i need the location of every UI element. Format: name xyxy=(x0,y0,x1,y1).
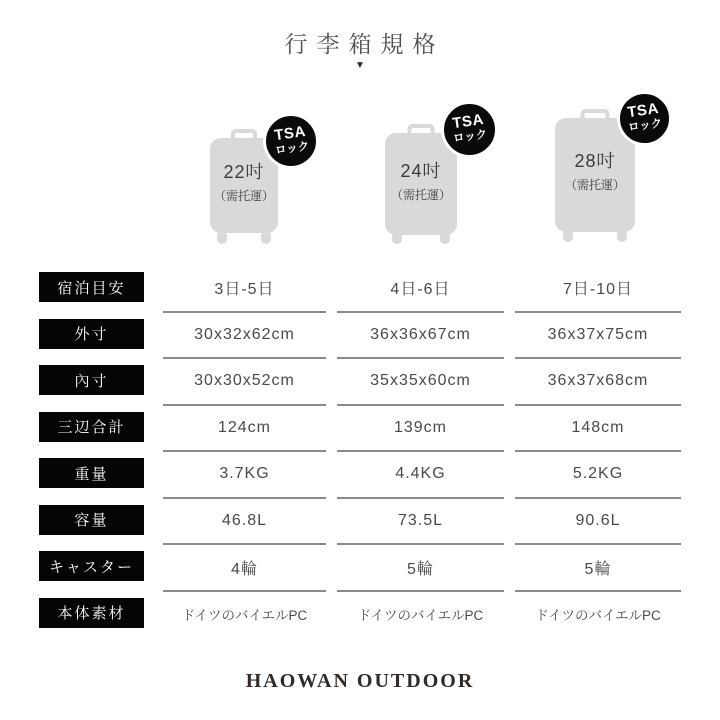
cell-weight-28: 5.2KG xyxy=(515,450,681,497)
tsa-lock-badge xyxy=(263,113,319,169)
cell-casters-28: 5輪 xyxy=(515,543,681,590)
tsa-lock-badge-text: TSA ロック xyxy=(273,122,310,157)
brand-logo: HAOWAN OUTDOOR xyxy=(245,670,475,692)
cell-casters-24: 5輪 xyxy=(337,543,504,590)
row-label-stay-guide: 宿泊目安 xyxy=(39,264,163,311)
cell-outer-24: 36x36x67cm xyxy=(337,311,504,358)
suitcase-note-label: （需托運） xyxy=(390,187,451,202)
cell-capacity-28: 90.6L xyxy=(515,497,681,544)
cell-outer-28: 36x37x75cm xyxy=(515,311,681,358)
caret-down-icon: ▼ xyxy=(355,60,365,71)
row-label-capacity: 容量 xyxy=(39,497,163,544)
cell-capacity-22: 46.8L xyxy=(163,497,326,544)
page-title: 行李箱規格 xyxy=(284,31,445,57)
suitcase-body-icon xyxy=(385,133,457,235)
cell-outer-22: 30x32x62cm xyxy=(163,311,326,358)
tsa-lock-badge-text: TSA ロック xyxy=(626,100,664,135)
row-label-inner-size: 內寸 xyxy=(39,357,163,404)
cell-inner-24: 35x35x60cm xyxy=(337,357,504,404)
tsa-lock-badge xyxy=(617,91,672,146)
row-label-material: 本体素材 xyxy=(39,590,163,637)
suitcase-note-label: （需托運） xyxy=(213,188,274,203)
cell-material-28: ドイツのバイエルPC xyxy=(515,590,681,637)
cell-weight-22: 3.7KG xyxy=(163,450,326,497)
cell-material-24: ドイツのバイエルPC xyxy=(337,590,504,637)
tsa-lock-badge xyxy=(441,101,498,158)
cell-weight-24: 4.4KG xyxy=(337,450,504,497)
suitcase-size-label: 24吋 xyxy=(400,161,442,181)
cell-inner-28: 36x37x68cm xyxy=(515,357,681,404)
cell-stay-24: 4日-6日 xyxy=(390,280,451,298)
cell-stay-28: 7日-10日 xyxy=(562,280,634,298)
cell-total-24: 139cm xyxy=(337,404,504,451)
cell-inner-22: 30x30x52cm xyxy=(163,357,326,404)
tsa-lock-badge-text: TSA ロック xyxy=(451,111,489,146)
cell-total-22: 124cm xyxy=(163,404,326,451)
cell-casters-22: 4輪 xyxy=(163,543,326,590)
row-label-weight: 重量 xyxy=(39,450,163,497)
cell-total-28: 148cm xyxy=(515,404,681,451)
row-label-casters: キャスター xyxy=(39,543,163,590)
cell-capacity-24: 73.5L xyxy=(337,497,504,544)
suitcase-size-label: 22吋 xyxy=(223,162,265,182)
cell-material-22: ドイツのバイエルPC xyxy=(163,590,326,637)
spec-table xyxy=(39,264,681,636)
suitcase-note-label: （需托運） xyxy=(564,177,625,192)
row-label-total-dims: 三辺合計 xyxy=(39,404,163,451)
suitcase-size-label: 28吋 xyxy=(574,151,616,171)
row-label-outer-size: 外寸 xyxy=(39,311,163,358)
cell-stay-22: 3日-5日 xyxy=(214,280,275,298)
